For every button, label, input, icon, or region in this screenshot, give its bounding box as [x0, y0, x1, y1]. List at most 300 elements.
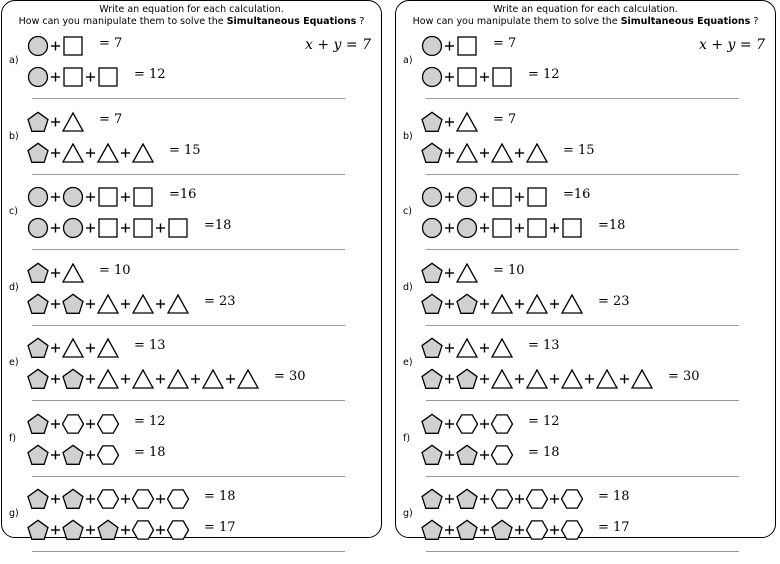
plus-sign [86, 148, 95, 157]
plus-sign [51, 117, 60, 126]
hexagon-icon [168, 490, 189, 508]
instruction-suffix: ? [356, 16, 365, 27]
circle-icon [29, 188, 48, 207]
question-section [2, 413, 381, 489]
equation-total: = 18 [528, 444, 560, 460]
shape-sum [28, 35, 85, 57]
circle-icon [458, 219, 477, 238]
plus-sign [86, 526, 95, 535]
answer-line [426, 98, 739, 99]
pentagon-icon [98, 520, 118, 539]
triangle-icon [492, 144, 512, 162]
plus-sign [51, 224, 60, 233]
pentagon-icon [422, 414, 442, 433]
shape-sum [28, 413, 120, 435]
triangle-icon [597, 370, 617, 388]
worksheet-panel-right [395, 0, 776, 538]
pentagon-icon [63, 294, 83, 313]
plus-sign [480, 375, 489, 384]
plus-sign [480, 148, 489, 157]
example-equation: x + y = 7 [305, 37, 371, 53]
equation-total: = 30 [274, 369, 306, 384]
answer-line [426, 551, 739, 552]
hexagon-icon [562, 490, 583, 508]
question-section [396, 35, 775, 111]
equation-total: = 12 [134, 413, 166, 429]
question-label: e) [9, 357, 19, 368]
equation-row [422, 337, 560, 359]
equation-row [28, 519, 236, 541]
plus-sign [445, 73, 454, 82]
triangle-icon [133, 370, 153, 388]
equation-total: = 10 [493, 262, 525, 278]
triangle-icon [238, 370, 258, 388]
hexagon-icon [98, 490, 119, 508]
square-icon [169, 219, 187, 237]
pentagon-icon [28, 294, 48, 313]
pentagon-icon [63, 369, 83, 388]
answer-line [426, 325, 739, 326]
triangle-icon [457, 144, 477, 162]
instruction-line-2 [2, 16, 381, 28]
hexagon-icon [492, 490, 513, 508]
triangle-icon [168, 370, 188, 388]
pentagon-icon [28, 489, 48, 508]
pentagon-icon [63, 489, 83, 508]
triangle-icon [98, 370, 118, 388]
triangle-icon [457, 264, 477, 282]
shape-sum [422, 519, 584, 541]
equation-total: = 17 [598, 520, 630, 535]
square-icon [99, 188, 117, 206]
answer-line [32, 476, 345, 477]
plus-sign [156, 224, 165, 233]
square-icon [493, 188, 511, 206]
triangle-icon [527, 144, 547, 162]
shape-sum [422, 111, 479, 133]
equation-total: = 30 [668, 369, 700, 384]
shape-sum [422, 444, 514, 466]
plus-sign [51, 450, 60, 459]
equation-total: = 7 [493, 36, 517, 51]
circle-icon [423, 68, 442, 87]
plus-sign [445, 268, 454, 277]
shape-sum [422, 217, 584, 239]
question-label: a) [9, 55, 19, 66]
plus-sign [86, 495, 95, 504]
plus-sign [445, 526, 454, 535]
answer-line [32, 98, 345, 99]
triangle-icon [98, 295, 118, 313]
plus-sign [86, 375, 95, 384]
plus-sign [515, 375, 524, 384]
hexagon-icon [63, 414, 84, 432]
question-label: f) [403, 432, 411, 444]
equation-total: = 10 [99, 262, 131, 278]
shape-sum [28, 337, 120, 359]
plus-sign [121, 148, 130, 157]
shape-sum [422, 186, 549, 208]
instruction-bold-text: Simultaneous Equations [226, 16, 357, 27]
question-label: d) [403, 281, 413, 293]
plus-sign [480, 193, 489, 202]
pentagon-icon [422, 263, 442, 282]
square-icon [99, 68, 117, 86]
plus-sign [515, 224, 524, 233]
triangle-icon [133, 144, 153, 162]
plus-sign [86, 450, 95, 459]
plus-sign [620, 375, 629, 384]
plus-sign [445, 224, 454, 233]
shape-sum [422, 35, 479, 57]
equation-row [422, 186, 591, 208]
plus-sign [445, 375, 454, 384]
instruction-bold-text: Simultaneous Equations [620, 16, 751, 27]
triangle-icon [133, 295, 153, 313]
equation-total: = 23 [204, 293, 236, 309]
question-section [396, 186, 775, 262]
equation-row [422, 444, 560, 466]
plus-sign [51, 193, 60, 202]
hexagon-icon [98, 414, 119, 432]
plus-sign [51, 42, 60, 51]
question-label: c) [403, 206, 412, 217]
equation-row [28, 186, 197, 208]
circle-icon [458, 188, 477, 207]
plus-sign [121, 193, 130, 202]
hexagon-icon [133, 490, 154, 508]
equation-row [422, 368, 700, 390]
pentagon-icon [457, 445, 477, 464]
square-icon [64, 37, 82, 55]
plus-sign [121, 224, 130, 233]
triangle-icon [562, 370, 582, 388]
question-section [2, 488, 381, 564]
square-icon [134, 188, 152, 206]
instruction-text: How can you manipulate them to solve the [18, 16, 227, 27]
equation-row [28, 66, 166, 88]
triangle-icon [457, 113, 477, 131]
triangle-icon [527, 295, 547, 313]
shape-sum [422, 262, 479, 284]
question-label: b) [403, 130, 413, 142]
circle-icon [29, 68, 48, 87]
plus-sign [191, 375, 200, 384]
question-section [2, 111, 381, 187]
equation-total: = 7 [493, 111, 517, 127]
equation-total: = 18 [598, 489, 630, 504]
equation-row [422, 488, 630, 510]
triangle-icon [98, 339, 118, 357]
equation-row [422, 413, 560, 435]
shape-sum [28, 66, 120, 88]
triangle-icon [492, 339, 512, 357]
pentagon-icon [63, 520, 83, 539]
question-label: b) [9, 130, 19, 142]
pentagon-icon [422, 489, 442, 508]
plus-sign [121, 526, 130, 535]
equation-row [28, 262, 131, 284]
plus-sign [51, 375, 60, 384]
answer-line [32, 174, 345, 175]
shape-sum [422, 488, 584, 510]
equation-row [422, 35, 517, 57]
square-icon [563, 219, 581, 237]
equation-total: = 18 [134, 444, 166, 460]
answer-line [426, 400, 739, 401]
question-label: g) [403, 508, 413, 519]
plus-sign [445, 495, 454, 504]
circle-icon [423, 37, 442, 56]
pentagon-icon [422, 294, 442, 313]
equation-row [28, 142, 201, 164]
equation-row [28, 293, 236, 315]
shape-sum [28, 186, 155, 208]
hexagon-icon [527, 490, 548, 508]
equation-row [28, 444, 166, 466]
equation-row [422, 66, 560, 88]
pentagon-icon [28, 414, 48, 433]
triangle-icon [63, 264, 83, 282]
question-label: d) [9, 281, 19, 293]
question-section [396, 488, 775, 564]
plus-sign [480, 73, 489, 82]
plus-sign [480, 419, 489, 428]
pentagon-icon [28, 338, 48, 357]
pentagon-icon [28, 112, 48, 131]
question-label: f) [9, 432, 17, 444]
circle-icon [29, 219, 48, 238]
plus-sign [515, 526, 524, 535]
plus-sign [51, 73, 60, 82]
plus-sign [445, 193, 454, 202]
plus-sign [445, 299, 454, 308]
shape-sum [422, 413, 514, 435]
hexagon-icon [457, 414, 478, 432]
plus-sign [480, 299, 489, 308]
plus-sign [51, 299, 60, 308]
instruction-suffix: ? [750, 16, 759, 27]
hexagon-icon [98, 445, 119, 463]
shape-sum [28, 217, 190, 239]
question-label: a) [403, 55, 413, 66]
instruction-line-1: Write an equation for each calculation. [99, 4, 284, 15]
plus-sign [445, 148, 454, 157]
plus-sign [121, 299, 130, 308]
plus-sign [445, 117, 454, 126]
equation-total: = 13 [528, 338, 560, 353]
equation-total: = 7 [99, 36, 123, 51]
equation-row [28, 337, 166, 359]
answer-line [32, 249, 345, 250]
triangle-icon [98, 144, 118, 162]
plus-sign [515, 193, 524, 202]
pentagon-icon [492, 520, 512, 539]
answer-line [32, 400, 345, 401]
equation-total: = 15 [563, 142, 595, 158]
pentagon-icon [422, 143, 442, 162]
triangle-icon [457, 339, 477, 357]
plus-sign [445, 344, 454, 353]
plus-sign [515, 495, 524, 504]
plus-sign [480, 224, 489, 233]
triangle-icon [492, 295, 512, 313]
plus-sign [480, 344, 489, 353]
plus-sign [86, 299, 95, 308]
equation-total: = 12 [528, 413, 560, 429]
question-section [2, 35, 381, 111]
shape-sum [28, 293, 190, 315]
pentagon-icon [422, 369, 442, 388]
plus-sign [480, 526, 489, 535]
pentagon-icon [422, 520, 442, 539]
equation-row [422, 217, 626, 239]
equation-row [28, 217, 232, 239]
plus-sign [585, 375, 594, 384]
pentagon-icon [28, 369, 48, 388]
equation-row [28, 111, 123, 133]
plus-sign [51, 495, 60, 504]
plus-sign [86, 73, 95, 82]
shape-sum [422, 368, 654, 390]
plus-sign [480, 495, 489, 504]
hexagon-icon [168, 521, 189, 539]
plus-sign [156, 299, 165, 308]
plus-sign [51, 148, 60, 157]
plus-sign [550, 526, 559, 535]
circle-icon [64, 188, 83, 207]
plus-sign [86, 419, 95, 428]
shape-sum [28, 262, 85, 284]
equation-total: = 18 [204, 489, 236, 504]
triangle-icon [562, 295, 582, 313]
worksheet-panel-left [1, 0, 382, 538]
equation-total: =18 [204, 218, 232, 233]
question-label: e) [403, 357, 413, 368]
triangle-icon [63, 113, 83, 131]
equation-total: = 7 [99, 111, 123, 127]
question-section [2, 186, 381, 262]
plus-sign [515, 148, 524, 157]
hexagon-icon [492, 445, 513, 463]
circle-icon [423, 188, 442, 207]
equation-row [422, 262, 525, 284]
triangle-icon [63, 339, 83, 357]
equation-row [422, 519, 630, 541]
shape-sum [28, 488, 190, 510]
pentagon-icon [422, 112, 442, 131]
plus-sign [51, 344, 60, 353]
hexagon-icon [133, 521, 154, 539]
triangle-icon [203, 370, 223, 388]
plus-sign [226, 375, 235, 384]
shape-sum [28, 368, 260, 390]
pentagon-icon [457, 294, 477, 313]
shape-sum [28, 519, 190, 541]
square-icon [493, 68, 511, 86]
square-icon [458, 37, 476, 55]
shape-sum [422, 66, 514, 88]
equation-row [28, 413, 166, 435]
square-icon [458, 68, 476, 86]
shape-sum [422, 142, 549, 164]
pentagon-icon [28, 263, 48, 282]
answer-line [426, 476, 739, 477]
equation-row [28, 368, 306, 390]
equation-total: = 17 [204, 520, 236, 535]
equation-row [422, 142, 595, 164]
answer-line [32, 325, 345, 326]
plus-sign [550, 299, 559, 308]
circle-icon [423, 219, 442, 238]
equation-row [28, 35, 123, 57]
equation-row [422, 293, 630, 315]
shape-sum [422, 293, 584, 315]
plus-sign [550, 375, 559, 384]
plus-sign [86, 344, 95, 353]
circle-icon [29, 37, 48, 56]
question-section [2, 337, 381, 413]
plus-sign [515, 299, 524, 308]
square-icon [134, 219, 152, 237]
plus-sign [51, 268, 60, 277]
plus-sign [86, 224, 95, 233]
answer-line [32, 551, 345, 552]
plus-sign [550, 224, 559, 233]
shape-sum [28, 142, 155, 164]
equation-total: = 15 [169, 142, 201, 158]
question-section [396, 262, 775, 338]
pentagon-icon [28, 143, 48, 162]
plus-sign [445, 450, 454, 459]
plus-sign [156, 375, 165, 384]
plus-sign [445, 419, 454, 428]
plus-sign [550, 495, 559, 504]
pentagon-icon [422, 338, 442, 357]
answer-line [426, 174, 739, 175]
plus-sign [51, 526, 60, 535]
plus-sign [51, 419, 60, 428]
equation-total: = 12 [528, 67, 560, 82]
question-section [396, 413, 775, 489]
shape-sum [28, 111, 85, 133]
instruction-line-2 [396, 16, 775, 28]
pentagon-icon [457, 369, 477, 388]
shape-sum [28, 444, 120, 466]
triangle-icon [168, 295, 188, 313]
square-icon [64, 68, 82, 86]
equation-total: = 13 [134, 338, 166, 353]
pentagon-icon [28, 520, 48, 539]
example-equation: x + y = 7 [699, 37, 765, 53]
pentagon-icon [63, 445, 83, 464]
square-icon [99, 219, 117, 237]
shape-sum [422, 337, 514, 359]
instruction-line-1: Write an equation for each calculation. [493, 4, 678, 15]
pentagon-icon [422, 445, 442, 464]
equation-row [28, 488, 236, 510]
square-icon [528, 188, 546, 206]
hexagon-icon [562, 521, 583, 539]
hexagon-icon [527, 521, 548, 539]
square-icon [493, 219, 511, 237]
plus-sign [156, 526, 165, 535]
equation-row [422, 111, 517, 133]
pentagon-icon [457, 520, 477, 539]
answer-line [426, 249, 739, 250]
circle-icon [64, 219, 83, 238]
instruction-text: How can you manipulate them to solve the [412, 16, 621, 27]
